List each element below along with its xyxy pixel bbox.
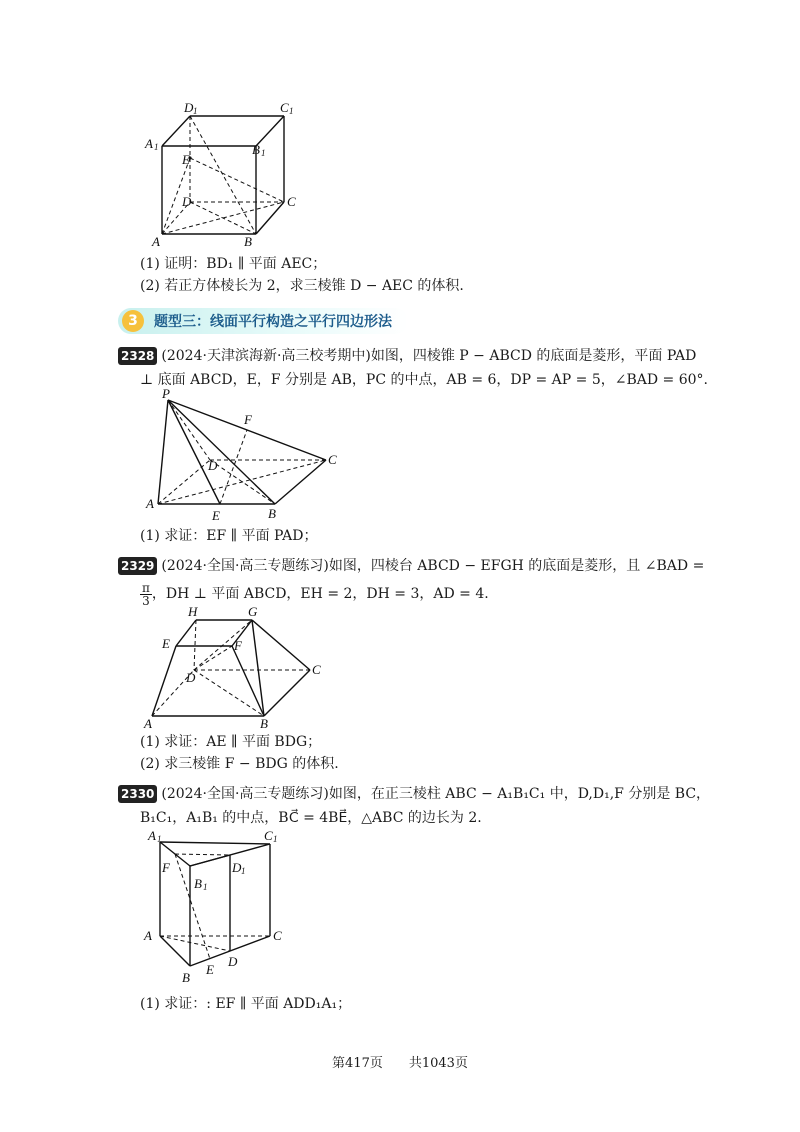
problem-2330-line1: 2330 (2024·全国·高三专题练习)如图，在正三棱柱 ABC − A₁B₁C₁ 中，D,D₁,F 分别是 BC，: [118, 784, 710, 804]
label-F: F: [244, 412, 252, 427]
cube-figure: [140, 98, 310, 258]
problem-2328-line1: 2328 (2024·天津滨海新·高三校考期中)如图，四棱锥 P − ABCD 的底面是菱形，平面 PAD: [118, 346, 696, 366]
label-C1: C: [264, 828, 273, 843]
prism-figure: [140, 826, 310, 994]
label-A1: A: [148, 828, 156, 843]
label-D: D: [182, 194, 192, 209]
problem-2329-line2: $\frac{\pi}{3}$ ，DH ⊥ 平面 ABCD，EH = 2，DH = 3，AD = 4.: [142, 580, 489, 608]
problem-number-badge: 2328: [118, 347, 157, 365]
problem-2329-q1: (1) 求证：AE ∥ 平面 BDG；: [140, 734, 322, 750]
label-B: B: [244, 234, 252, 249]
label-C1: C: [280, 100, 289, 115]
label-C: C: [287, 194, 296, 209]
label-A: A: [144, 928, 152, 943]
page-footer: 第417页 共1043页: [332, 1056, 468, 1071]
label-D: D: [228, 954, 238, 969]
label-A: A: [146, 496, 154, 511]
section-title: 题型三：线面平行构造之平行四边形法: [154, 314, 392, 330]
label-E: E: [206, 962, 214, 977]
svg-text:1: 1: [154, 142, 159, 152]
svg-text:1: 1: [193, 106, 198, 116]
problem-number-badge: 2329: [118, 557, 157, 575]
label-E: E: [162, 636, 170, 651]
label-B: B: [268, 506, 276, 521]
svg-text:1: 1: [241, 866, 246, 876]
fraction-pi-over-3: $\frac{\pi}{3}$: [142, 580, 150, 608]
label-B1: B: [252, 142, 260, 157]
problem-2329-q2: (2) 求三棱锥 F − BDG 的体积.: [140, 756, 339, 772]
problem-2330-line2: B₁C₁，A₁B₁ 的中点，BC⃗ = 4BE⃗，△ABC 的边长为 2.: [140, 810, 482, 826]
label-A: A: [152, 234, 160, 249]
label-P: P: [162, 388, 170, 401]
section-header: [118, 308, 408, 334]
label-A: A: [144, 716, 152, 731]
frustum-figure: [140, 604, 340, 734]
section-number: 3: [122, 310, 144, 332]
problem-number-badge: 2330: [118, 785, 157, 803]
label-B: B: [260, 716, 268, 731]
problem-2329-line1: 2329 (2024·全国·高三专题练习)如图，四棱台 ABCD − EFGH 的底面是菱形，且 ∠BAD =: [118, 556, 704, 576]
label-H: H: [188, 604, 198, 619]
svg-text:1: 1: [289, 106, 294, 116]
label-F: F: [162, 860, 170, 875]
svg-text:1: 1: [157, 834, 162, 844]
pyramid-figure: [140, 388, 350, 528]
label-D1: D: [184, 100, 194, 115]
label-C: C: [273, 928, 282, 943]
label-C: C: [312, 662, 321, 677]
label-B1: B: [194, 876, 202, 891]
problem-2330-q1: (1) 求证：: EF ∥ 平面 ADD₁A₁；: [140, 996, 352, 1012]
label-C: C: [328, 452, 337, 467]
svg-text:1: 1: [273, 834, 278, 844]
label-E: E: [212, 508, 220, 523]
label-A1: A: [145, 136, 153, 151]
label-D: D: [208, 458, 218, 473]
label-B: B: [182, 970, 190, 985]
problem-2328-q1: (1) 求证：EF ∥ 平面 PAD；: [140, 528, 318, 544]
label-D1: D: [232, 860, 242, 875]
svg-text:1: 1: [261, 148, 266, 158]
label-G: G: [248, 604, 258, 619]
q1-part1: (1) 证明：BD₁ ∥ 平面 AEC；: [140, 256, 327, 272]
label-E: E: [182, 152, 190, 167]
label-F: F: [234, 638, 242, 653]
svg-text:1: 1: [203, 882, 208, 892]
problem-2328-line2: ⊥ 底面 ABCD，E，F 分别是 AB，PC 的中点，AB = 6，DP = AP = 5，∠BAD = 60°.: [140, 372, 709, 388]
q1-part2: (2) 若正方体棱长为 2，求三棱锥 D − AEC 的体积.: [140, 278, 464, 294]
label-D: D: [186, 670, 196, 685]
